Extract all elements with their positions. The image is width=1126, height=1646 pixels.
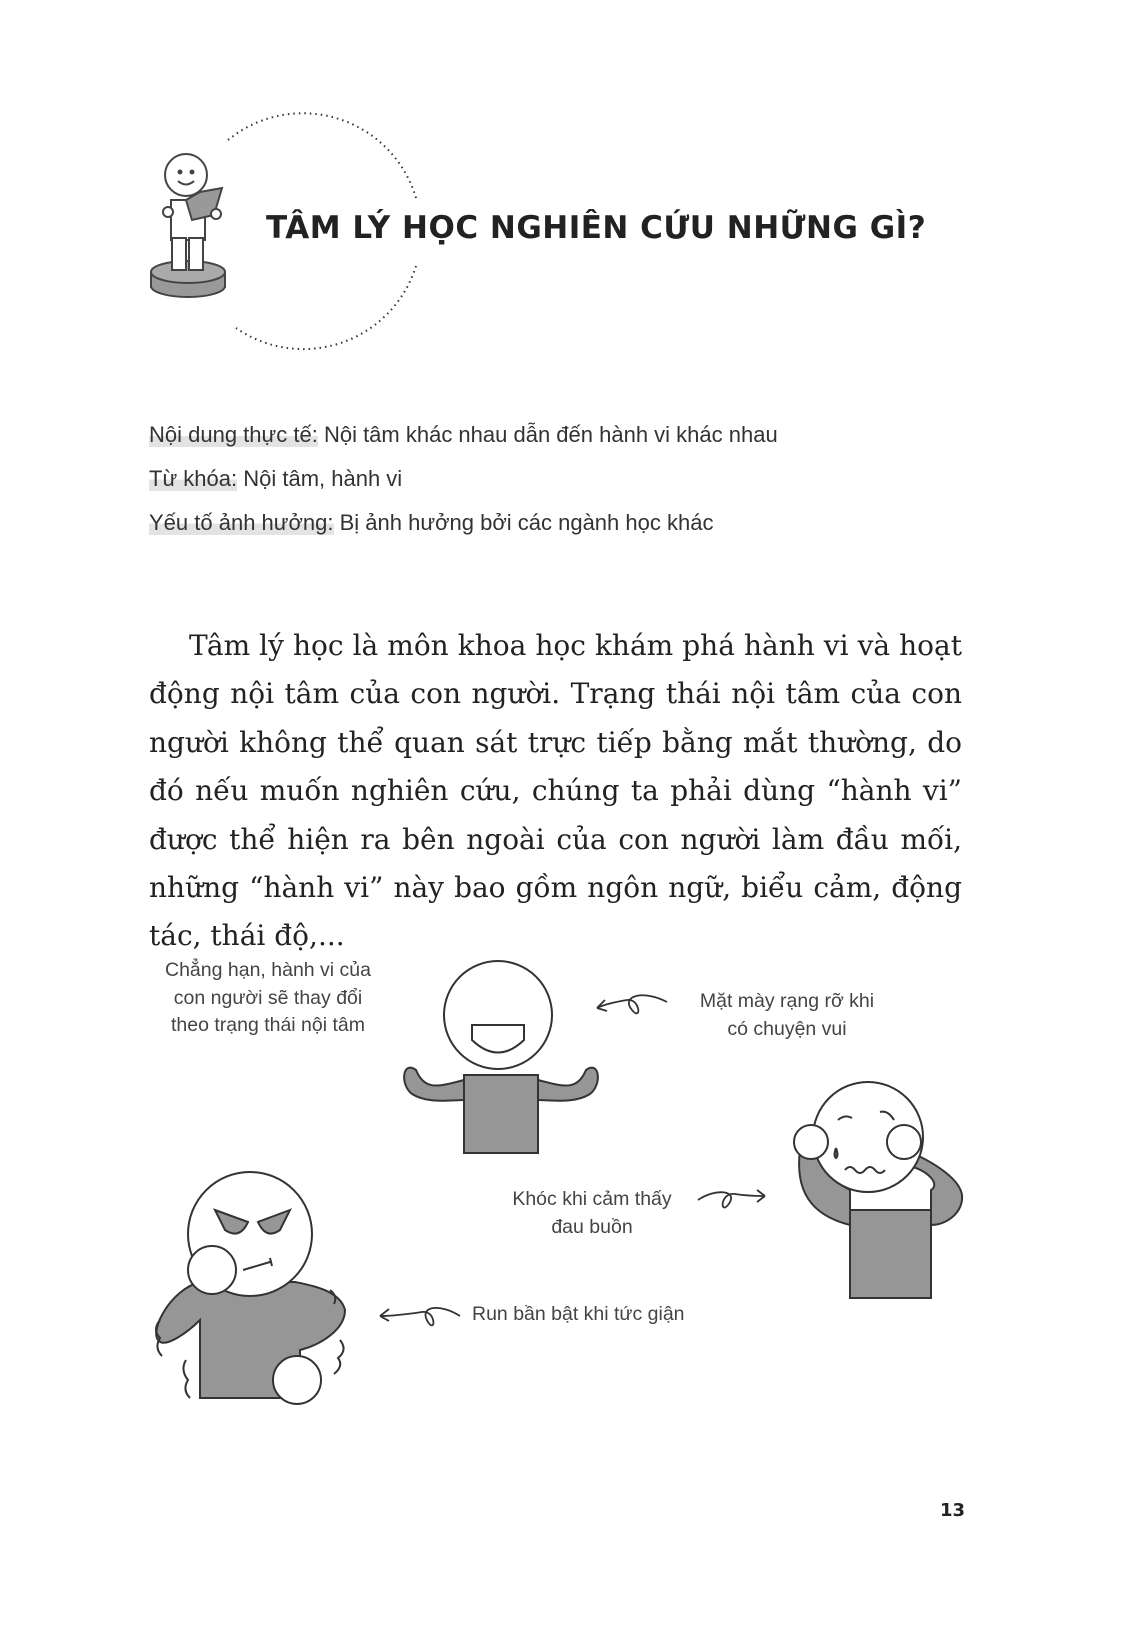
meta-label: Yếu tố ảnh hưởng: bbox=[149, 510, 334, 535]
page-title: TÂM LÝ HỌC NGHIÊN CỨU NHỮNG GÌ? bbox=[266, 210, 927, 246]
caption-line: theo trạng thái nội tâm bbox=[170, 1014, 366, 1036]
caption-sad bbox=[487, 1186, 697, 1241]
caption-line: Mặt mày rạng rỡ khi bbox=[699, 990, 875, 1012]
caption-intro bbox=[148, 957, 388, 1040]
body-paragraph: Tâm lý học là môn khoa học khám phá hành vi và hoạt động nội tâm của con người. Trạng thái nội tâm của con người không thể quan sát trực tiếp bằng mắt thường, do đó nếu muốn nghiên cứu, chúng ta phải dùng “hành vi” được thể hiện ra bên ngoài của con người làm đầu mối, những “hành vi” này bao gồm ngôn ngữ, biểu cảm, động tác, thái độ,... bbox=[149, 629, 962, 953]
meta-label: Nội dung thực tế: bbox=[149, 422, 318, 447]
mascot-statue-icon bbox=[151, 154, 225, 297]
caption-angry bbox=[472, 1301, 685, 1329]
caption-line: đau buồn bbox=[551, 1215, 633, 1238]
meta-influence bbox=[149, 510, 713, 536]
caption-line: có chuyện vui bbox=[727, 1017, 847, 1040]
caption-line: con người sẽ thay đổi bbox=[173, 986, 363, 1009]
caption-happy bbox=[677, 988, 897, 1043]
meta-value: Bị ảnh hưởng bởi các ngành học khác bbox=[333, 510, 714, 535]
happy-figure bbox=[404, 961, 598, 1153]
meta-keywords bbox=[149, 466, 402, 492]
meta-label: Từ khóa: bbox=[149, 466, 238, 491]
sad-figure bbox=[794, 1082, 962, 1298]
meta-value: Nội tâm, hành vi bbox=[237, 466, 403, 491]
page-number: 13 bbox=[940, 1500, 966, 1521]
caption-line: Chẳng hạn, hành vi của bbox=[165, 959, 371, 981]
meta-value: Nội tâm khác nhau dẫn đến hành vi khác nhau bbox=[317, 422, 778, 447]
curly-arrow-icon bbox=[380, 995, 765, 1325]
meta-content bbox=[149, 422, 778, 448]
angry-figure bbox=[156, 1172, 345, 1404]
caption-line: Khóc khi cảm thấy bbox=[512, 1188, 672, 1210]
caption-line: Run bần bật khi tức giận bbox=[472, 1303, 685, 1325]
